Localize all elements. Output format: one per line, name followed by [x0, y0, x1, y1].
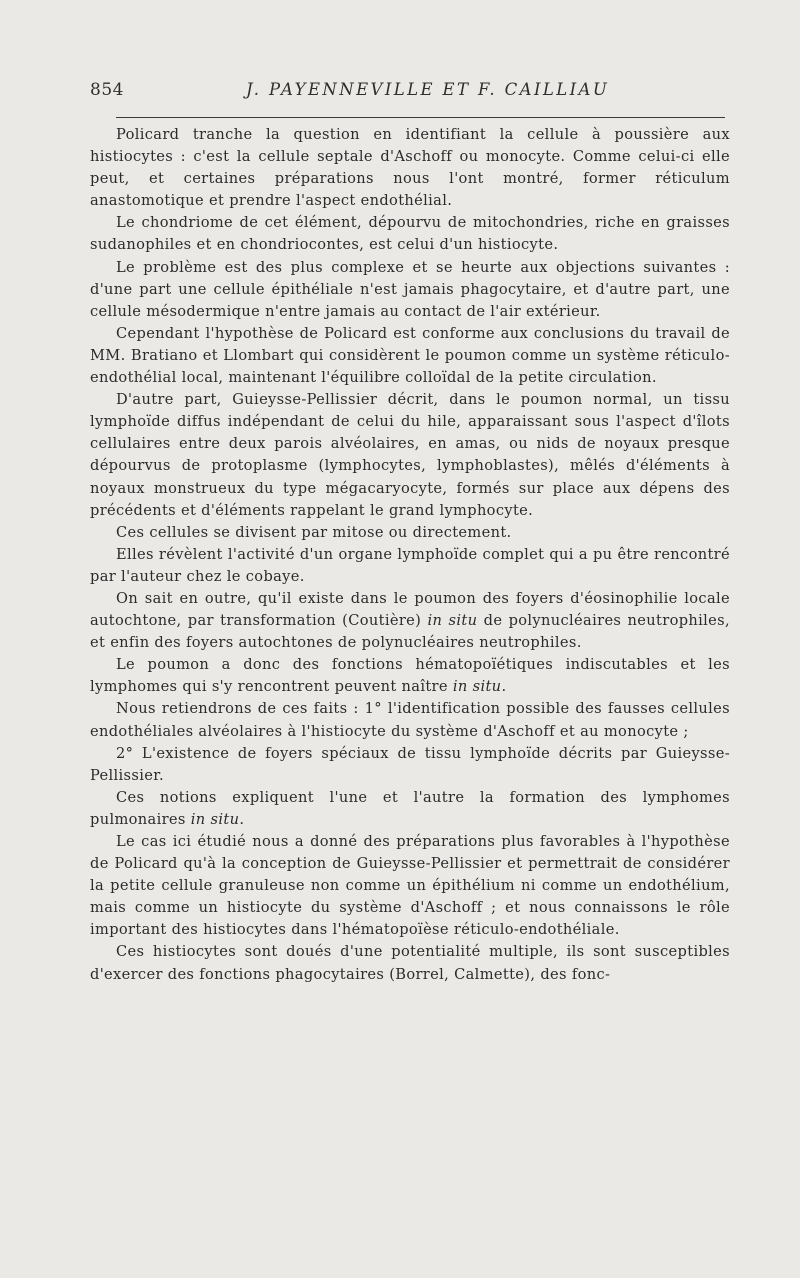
paragraph-text: Le poumon a donc des fonctions hématopoïétiques indiscutables et les lymphomes qui s'y rencontrent peuvent naître — [90, 656, 730, 696]
header-rule — [116, 117, 725, 118]
italic-term: in situ — [427, 612, 478, 630]
paragraph-text: On sait en outre, qu'il existe dans le poumon des foyers d'éosinophilie locale autochtone, par transformation (Coutière) — [90, 589, 730, 630]
paragraph: Le chondriome de cet élément, dépourvu de mitochondries, riche en graisses sudanophiles et en chondriocontes, est celui d'un histiocyte. — [90, 214, 730, 254]
running-head: J. PAYENNEVILLE ET F. CAILLIAU — [246, 80, 610, 99]
page-header — [90, 80, 730, 110]
paragraph: Policard tranche la question en identifiant la cellule à poussière aux histiocytes : c'est la cellule septale d'Aschoff ou monocyte. Comme celui-ci elle peut, et certaines préparations nous l'ont montré, former réticulum anastomotique et prendre l'aspect endothélial. — [90, 126, 730, 210]
page-number: 854 — [90, 80, 124, 100]
paragraph: Cependant l'hypothèse de Policard est conforme aux conclusions du travail de MM. Bratiano et Llombart qui considèrent le poumon comme un système réticulo-endothélial local, maintenant l'équilibre colloïdal de la petite circulation. — [90, 324, 730, 387]
paragraph — [90, 787, 730, 831]
paragraph: D'autre part, Guieysse-Pellissier décrit, dans le poumon normal, un tissu lymphoïde diffus indépendant de celui du hile, apparaissant sous l'aspect d'îlots cellulaires entre deux parois alvéolaires, en amas, ou nids de noyaux presque dépourvus de protoplasme (lymphocytes, lymphoblastes), mêlés d'éléments à noyaux monstrueux du type mégacaryocyte, formés sur place aux dépens des précédents et d'éléments rappelant le grand lymphocyte. — [90, 391, 730, 519]
italic-term: in situ — [452, 678, 502, 696]
paragraph: Le cas ici étudié nous a donné des préparations plus favorables à l'hypothèse de Policard qu'à la conception de Guieysse-Pellissier et permettrait de considérer la petite cellule granuleuse non comme un épithélium ni comme un endothélium, mais comme un histiocyte du système d'Aschoff ; et nous connaissons le rôle important des histiocytes dans l'hématopoïèse réticulo-endothéliale. — [90, 833, 730, 939]
italic-term: in situ — [190, 810, 240, 828]
paragraph: Nous retiendrons de ces faits : 1° l'identification possible des fausses cellules endothéliales alvéolaires à l'histiocyte du système d'Aschoff et au monocyte ; — [90, 700, 730, 740]
paragraph-text: . — [501, 678, 507, 696]
paragraph-text: de polynucléaires neutrophiles, et enfin des foyers autochtones de polynucléaires neutrophiles. — [90, 612, 730, 652]
body-text — [90, 124, 730, 986]
paragraph — [90, 654, 730, 698]
paragraph: Ces cellules se divisent par mitose ou directement. — [116, 523, 512, 541]
paragraph: 2° L'existence de foyers spéciaux de tissu lymphoïde décrits par Guieysse-Pellissier. — [90, 744, 730, 784]
paragraph-text: . — [239, 810, 245, 828]
paragraph: Le problème est des plus complexe et se heurte aux objections suivantes : d'une part une cellule épithéliale n'est jamais phagocytaire, et d'autre part, une cellule mésodermique n'entre jamais au contact de l'air extérieur. — [90, 258, 730, 320]
paragraph: Elles révèlent l'activité d'un organe lymphoïde complet qui a pu être rencontré par l'auteur chez le cobaye. — [90, 545, 730, 585]
paragraph-text: Ces notions expliquent l'une et l'autre la formation des lymphomes pulmonaires — [90, 788, 730, 828]
paragraph — [90, 588, 730, 654]
paragraph: Ces histiocytes sont doués d'une potentialité multiple, ils sont susceptibles d'exercer des fonctions phagocytaires (Borrel, Calmette), des fonc- — [90, 943, 730, 983]
